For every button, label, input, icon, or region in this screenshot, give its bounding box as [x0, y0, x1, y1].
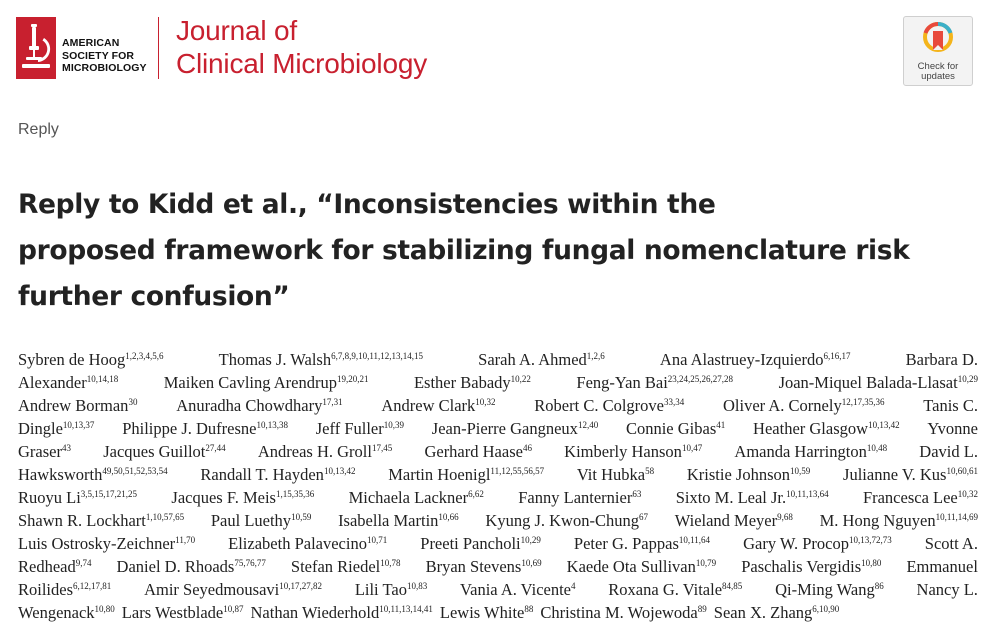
affiliation-numbers: 88	[524, 604, 534, 614]
affiliation-numbers: 1,2,3,4,5,6	[125, 351, 164, 361]
author-name[interactable]	[18, 371, 118, 394]
author-name[interactable]	[355, 578, 427, 601]
affiliation-numbers: 12,40	[577, 420, 599, 430]
author-name-text: Sybren de Hoog	[18, 350, 126, 369]
author-name[interactable]	[723, 394, 884, 417]
affiliation-numbers: 43	[61, 443, 71, 453]
affiliation-numbers: 10,71	[366, 535, 388, 545]
author-name[interactable]	[577, 463, 654, 486]
author-name-text: Paschalis Vergidis	[741, 557, 862, 576]
author-name-text: Heather Glasgow	[753, 419, 869, 438]
author-name[interactable]	[18, 463, 168, 486]
author-line	[18, 486, 978, 509]
author-name[interactable]	[779, 371, 978, 394]
author-name-text: Gerhard Haase	[424, 442, 523, 461]
author-name-text: Lewis White	[439, 603, 525, 622]
author-name[interactable]	[608, 578, 742, 601]
author-name-text: Emmanuel	[906, 557, 978, 576]
author-name[interactable]	[919, 440, 978, 463]
author-name[interactable]	[534, 394, 684, 417]
affiliation-numbers: 10,78	[380, 558, 401, 568]
author-name-text: Bryan Stevens	[425, 557, 522, 576]
affiliation-numbers: 75,76,77	[234, 558, 266, 568]
author-name-text: Anuradha Chowdhary	[176, 396, 323, 415]
author-name[interactable]	[420, 532, 541, 555]
author-name[interactable]	[574, 532, 710, 555]
author-name[interactable]	[675, 509, 793, 532]
affiliation-numbers: 10,14,18	[86, 374, 119, 384]
author-name[interactable]	[338, 509, 459, 532]
microscope-icon	[16, 17, 56, 79]
author-line	[18, 463, 978, 486]
affiliation-numbers: 49,50,51,52,53,54	[102, 466, 168, 476]
affiliation-numbers: 10,59	[790, 466, 811, 476]
author-name[interactable]	[820, 509, 978, 532]
author-name-text: Ruoyu Li	[18, 488, 81, 507]
check-for-updates-button[interactable]	[903, 16, 973, 86]
author-name[interactable]	[18, 486, 137, 509]
affiliation-numbers: 10,48	[866, 443, 888, 453]
author-name-text: Joan-Miquel Balada-Llasat	[778, 373, 958, 392]
article-type: Reply	[18, 121, 59, 138]
affiliation-numbers: 30	[128, 397, 138, 407]
author-name-text: Kaede Ota Sullivan	[566, 557, 696, 576]
affiliation-numbers: 6,62	[468, 489, 484, 499]
author-name-text: Thomas J. Walsh	[218, 350, 332, 369]
author-name[interactable]	[923, 394, 978, 417]
author-name-text: Vit Hubka	[576, 465, 646, 484]
affiliation-numbers: 6,16,17	[823, 351, 851, 361]
author-name-text: Qi-Ming Wang	[775, 580, 875, 599]
author-name[interactable]	[18, 555, 91, 578]
affiliation-numbers: 33,34	[664, 397, 685, 407]
affiliation-numbers: 67	[638, 512, 648, 522]
author-list	[18, 348, 978, 624]
author-name[interactable]	[906, 555, 977, 578]
author-name-text: Luis Ostrosky-Zeichner	[18, 534, 176, 553]
author-name[interactable]	[103, 440, 225, 463]
author-name-text: Andrew Clark	[381, 396, 476, 415]
author-name[interactable]	[676, 486, 829, 509]
author-name[interactable]	[122, 601, 244, 624]
affiliation-numbers: 10,39	[383, 420, 404, 430]
affiliation-numbers: 10,11,13,14,41	[379, 604, 433, 614]
author-name-text: Lili Tao	[354, 580, 407, 599]
author-name-text: Scott A.	[924, 534, 978, 553]
author-name[interactable]	[567, 555, 716, 578]
author-name-text: Sixto M. Leal Jr.	[675, 488, 787, 507]
author-name[interactable]	[925, 532, 978, 555]
author-line	[18, 440, 978, 463]
journal-title-line: Journal of	[176, 15, 297, 46]
author-name-text: Tanis C.	[923, 396, 978, 415]
author-line	[18, 371, 978, 394]
author-name[interactable]	[18, 578, 111, 601]
author-name-text: Wengenack	[18, 603, 95, 622]
author-name[interactable]	[211, 509, 311, 532]
author-name-text: Jeff Fuller	[315, 419, 384, 438]
affiliation-numbers: 58	[645, 466, 655, 476]
affiliation-numbers: 10,13,37	[62, 420, 95, 430]
author-name[interactable]	[660, 348, 851, 371]
author-name-text: Kristie Johnson	[686, 465, 790, 484]
author-name-text: David L.	[919, 442, 978, 461]
affiliation-numbers: 23,24,25,26,27,28	[667, 374, 734, 384]
author-name-text: Andrew Borman	[18, 396, 129, 415]
author-name[interactable]	[478, 348, 605, 371]
affiliation-numbers: 6,12,17,81	[73, 581, 112, 591]
affiliation-numbers: 86	[874, 581, 884, 591]
author-name-text: Amanda Harrington	[734, 442, 867, 461]
author-name-text: Preeti Pancholi	[420, 534, 521, 553]
affiliation-numbers: 10,87	[223, 604, 244, 614]
author-line	[18, 601, 978, 624]
affiliation-numbers: 41	[716, 420, 726, 430]
affiliation-numbers: 10,11,64	[678, 535, 711, 545]
affiliation-numbers: 9,74	[75, 558, 92, 568]
author-name[interactable]	[485, 509, 648, 532]
author-name[interactable]	[540, 601, 706, 624]
author-name-text: Graser	[18, 442, 62, 461]
affiliation-numbers: 6,7,8,9,10,11,12,13,14,15	[331, 351, 424, 361]
affiliation-numbers: 12,17,35,36	[841, 397, 885, 407]
affiliation-numbers: 46	[522, 443, 532, 453]
journal-title-line: Clinical Microbiology	[176, 48, 427, 79]
article-title-line: proposed framework for stabilizing fungal nomenclature risk	[18, 235, 910, 266]
author-name-text: Connie Gibas	[625, 419, 717, 438]
author-name-text: Francesca Lee	[862, 488, 958, 507]
author-name-text: Philippe J. Dufresne	[122, 419, 257, 438]
affiliation-numbers: 10,32	[957, 489, 978, 499]
affiliation-numbers: 10,17,27,82	[279, 581, 323, 591]
affiliation-numbers: 1,15,35,36	[275, 489, 315, 499]
author-name[interactable]	[18, 532, 195, 555]
author-name[interactable]	[18, 601, 115, 624]
author-name-text: Oliver A. Cornely	[723, 396, 842, 415]
author-name[interactable]	[251, 601, 433, 624]
publisher-name	[62, 37, 147, 75]
author-name-text: Barbara D.	[905, 350, 978, 369]
author-name[interactable]	[687, 463, 810, 486]
author-name-text: Nancy L.	[916, 580, 978, 599]
article-title-line: Reply to Kidd et al., “Inconsistencies within the	[18, 189, 716, 220]
affiliation-numbers: 6,10,90	[812, 604, 840, 614]
author-name[interactable]	[927, 417, 978, 440]
affiliation-numbers: 11,12,55,56,57	[490, 466, 545, 476]
author-name-text: Fanny Lanternier	[518, 488, 633, 507]
author-name[interactable]	[18, 440, 71, 463]
author-name-text: Jacques F. Meis	[171, 488, 276, 507]
author-name-text: Michaela Lackner	[348, 488, 469, 507]
author-line	[18, 417, 978, 440]
author-name-text: Peter G. Pappas	[573, 534, 679, 553]
author-name[interactable]	[432, 417, 598, 440]
affiliation-numbers: 11,70	[175, 535, 196, 545]
author-line	[18, 348, 978, 371]
author-name-text: Maiken Cavling Arendrup	[163, 373, 337, 392]
author-name-text: Feng-Yan Bai	[576, 373, 668, 392]
affiliation-numbers: 10,83	[406, 581, 428, 591]
journal-title[interactable]	[176, 14, 427, 80]
author-name-text: Kyung J. Kwon-Chung	[485, 511, 639, 530]
author-name[interactable]	[626, 417, 725, 440]
asm-logo-mark	[16, 17, 56, 79]
author-name-text: Daniel D. Rhoads	[116, 557, 235, 576]
affiliation-numbers: 10,13,42	[323, 466, 356, 476]
author-name-text: Alexander	[18, 373, 87, 392]
affiliation-numbers: 1,2,6	[586, 351, 605, 361]
author-name-text: Martin Hoenigl	[388, 465, 491, 484]
author-name-text: Roilides	[18, 580, 74, 599]
author-name-text: Shawn R. Lockhart	[18, 511, 146, 530]
author-name-text: Isabella Martin	[338, 511, 439, 530]
check-label-line: updates	[921, 71, 955, 82]
author-name-text: Sarah A. Ahmed	[478, 350, 587, 369]
author-name-text: Amir Seyedmousavi	[144, 580, 280, 599]
affiliation-numbers: 10,13,72,73	[848, 535, 892, 545]
affiliation-numbers: 3,5,15,17,21,25	[80, 489, 138, 499]
author-name-text: Dingle	[18, 419, 63, 438]
author-name-text: Lars Westblade	[121, 603, 224, 622]
check-label-line: Check for	[917, 61, 959, 72]
author-name-text: Andreas H. Groll	[257, 442, 372, 461]
author-line	[18, 578, 978, 601]
publisher-line: MICROBIOLOGY	[62, 62, 147, 74]
author-name-text: M. Hong Nguyen	[819, 511, 936, 530]
author-name[interactable]	[743, 532, 892, 555]
article-title	[18, 182, 978, 320]
author-name-text: Redhead	[18, 557, 76, 576]
author-name[interactable]	[171, 486, 314, 509]
affiliation-numbers: 10,69	[521, 558, 542, 568]
author-line	[18, 394, 978, 417]
publisher-line: AMERICAN	[62, 37, 120, 49]
author-name[interactable]	[843, 463, 978, 486]
author-name[interactable]	[734, 440, 887, 463]
author-name[interactable]	[460, 578, 575, 601]
affiliation-numbers: 10,13,42	[868, 420, 900, 430]
affiliation-numbers: 10,47	[681, 443, 703, 453]
affiliation-numbers: 17,31	[322, 397, 343, 407]
crossmark-icon	[923, 22, 953, 60]
author-name[interactable]	[164, 371, 369, 394]
author-name[interactable]	[291, 555, 401, 578]
author-name-text: Stefan Riedel	[290, 557, 381, 576]
author-name[interactable]	[775, 578, 884, 601]
author-name-text: Julianne V. Kus	[843, 465, 947, 484]
author-name[interactable]	[753, 417, 900, 440]
author-name-text: Christina M. Wojewoda	[540, 603, 698, 622]
author-name[interactable]	[414, 371, 531, 394]
author-name[interactable]	[349, 486, 484, 509]
affiliation-numbers: 19,20,21	[336, 374, 369, 384]
affiliation-numbers: 27,44	[205, 443, 226, 453]
author-name[interactable]	[122, 417, 288, 440]
author-name[interactable]	[424, 440, 531, 463]
author-name[interactable]	[381, 394, 495, 417]
author-name-text: Nathan Wiederhold	[250, 603, 380, 622]
author-name[interactable]	[18, 348, 163, 371]
affiliation-numbers: 10,80	[94, 604, 115, 614]
author-name[interactable]	[316, 417, 404, 440]
author-name-text: Wieland Meyer	[674, 511, 778, 530]
affiliation-numbers: 10,11,14,69	[935, 512, 978, 522]
author-name-text: Yvonne	[927, 419, 978, 438]
author-name[interactable]	[388, 463, 544, 486]
author-name-text: Kimberly Hanson	[564, 442, 682, 461]
author-name-text: Elizabeth Palavecino	[228, 534, 367, 553]
author-name[interactable]	[564, 440, 702, 463]
author-name[interactable]	[863, 486, 978, 509]
author-name-text: Gary W. Procop	[743, 534, 849, 553]
affiliation-numbers: 10,22	[510, 374, 531, 384]
affiliation-numbers: 10,29	[520, 535, 541, 545]
affiliation-numbers: 89	[697, 604, 707, 614]
author-name-text: Paul Luethy	[210, 511, 292, 530]
author-name[interactable]	[518, 486, 641, 509]
logo-divider	[158, 17, 159, 79]
author-name[interactable]	[258, 440, 392, 463]
author-line	[18, 555, 978, 578]
author-name[interactable]	[219, 348, 423, 371]
check-for-updates-label	[904, 62, 972, 82]
author-name-text: Esther Babady	[413, 373, 511, 392]
author-name[interactable]	[200, 463, 355, 486]
author-name-text: Hawksworth	[18, 465, 103, 484]
author-name-text: Sean X. Zhang	[713, 603, 813, 622]
author-name[interactable]	[176, 394, 342, 417]
affiliation-numbers: 10,59	[291, 512, 312, 522]
affiliation-numbers: 10,29	[957, 374, 978, 384]
author-name[interactable]	[117, 555, 266, 578]
author-name-text: Vania A. Vicente	[460, 580, 571, 599]
author-name[interactable]	[917, 578, 978, 601]
author-name-text: Roxana G. Vitale	[608, 580, 723, 599]
author-name-text: Jacques Guillot	[103, 442, 206, 461]
author-name[interactable]	[18, 509, 184, 532]
author-name[interactable]	[440, 601, 533, 624]
author-name[interactable]	[228, 532, 387, 555]
author-name-text: Randall T. Hayden	[200, 465, 324, 484]
author-name[interactable]	[906, 348, 978, 371]
author-name[interactable]	[18, 417, 94, 440]
affiliation-numbers: 63	[632, 489, 642, 499]
author-name-text: Ana Alastruey-Izquierdo	[659, 350, 824, 369]
affiliation-numbers: 17,45	[371, 443, 393, 453]
affiliation-numbers: 10,60,61	[946, 466, 978, 476]
publisher-line: SOCIETY FOR	[62, 49, 135, 62]
affiliation-numbers: 10,13,38	[256, 420, 288, 430]
author-line	[18, 532, 978, 555]
author-name[interactable]	[426, 555, 542, 578]
affiliation-numbers: 9,68	[777, 512, 793, 522]
author-name-text: Robert C. Colgrove	[534, 396, 664, 415]
affiliation-numbers: 10,11,13,64	[786, 489, 829, 499]
author-name[interactable]	[714, 601, 840, 624]
affiliation-numbers: 84,85	[722, 581, 743, 591]
affiliation-numbers: 4	[571, 581, 576, 591]
affiliation-numbers: 10,80	[861, 558, 882, 568]
author-name[interactable]	[144, 578, 322, 601]
affiliation-numbers: 10,66	[438, 512, 459, 522]
author-name[interactable]	[576, 371, 733, 394]
article-title-line: further confusion”	[18, 281, 290, 312]
author-name[interactable]	[741, 555, 881, 578]
affiliation-numbers: 1,10,57,65	[145, 512, 185, 522]
affiliation-numbers: 10,32	[475, 397, 496, 407]
author-name-text: Jean-Pierre Gangneux	[431, 419, 578, 438]
affiliation-numbers: 10,79	[695, 558, 717, 568]
author-name[interactable]	[18, 394, 137, 417]
author-line	[18, 509, 978, 532]
